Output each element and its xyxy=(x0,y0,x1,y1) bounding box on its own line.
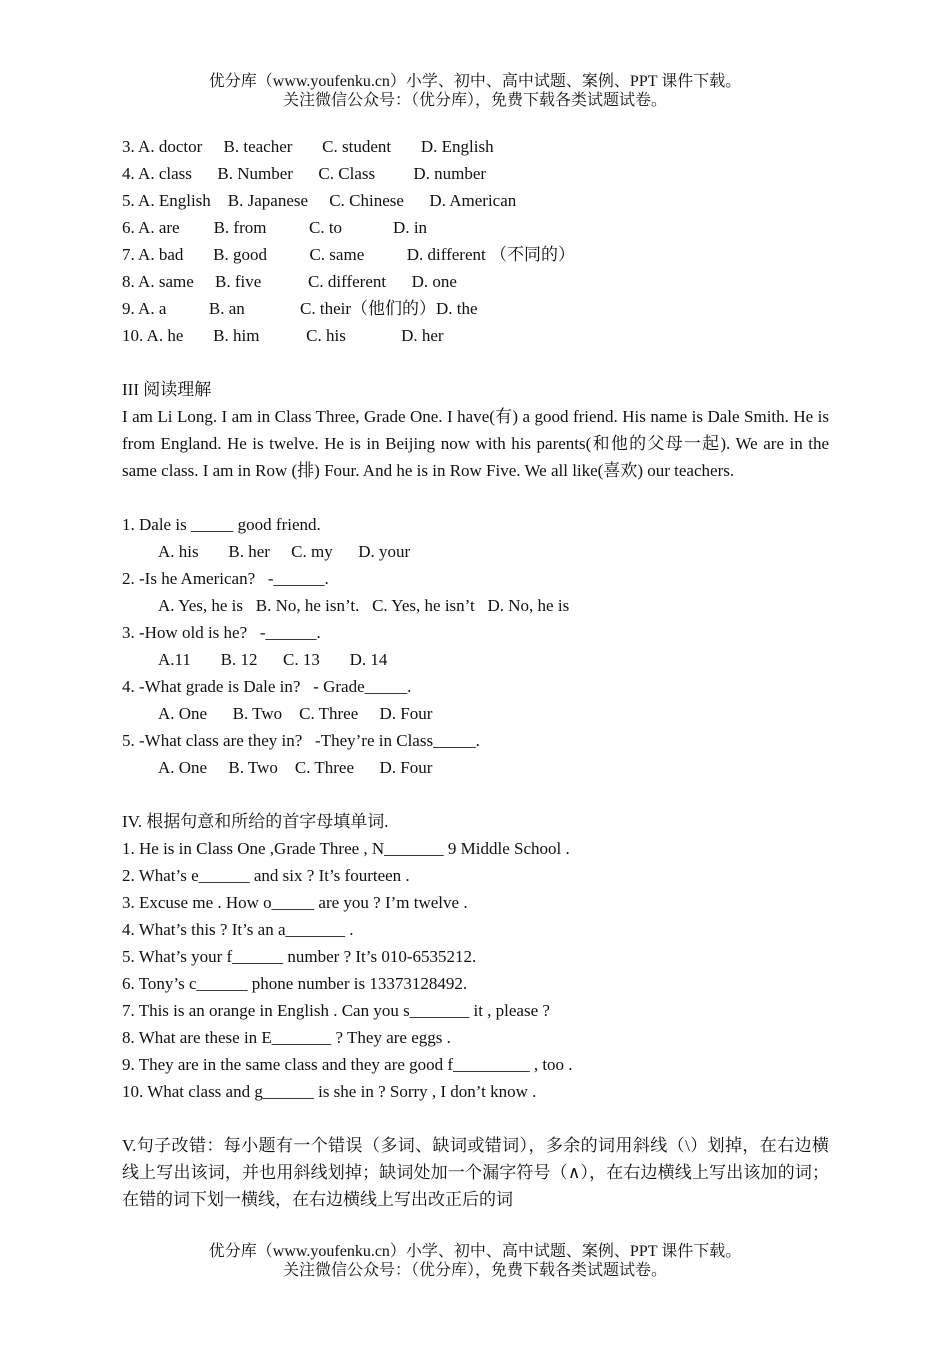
choice-section xyxy=(122,133,829,349)
fill-in-item: 8. What are these in E_______ ? They are eggs . xyxy=(122,1028,451,1047)
correction-instructions: V.句子改错：每小题有一个错误（多词、缺词或错词），多余的词用斜线（\）划掉，在右边横线上写出该词，并也用斜线划掉；缺词处加一个漏字符号（∧），在右边横线上写出该加的词；在错的词下划一横线，在右边横线上写出改正后的词 xyxy=(122,1136,829,1209)
fill-in-item: 6. Tony’s c______ phone number is 13373128492. xyxy=(122,974,468,993)
fill-in-item: 10. What class and g______ is she in ? Sorry , I don’t know . xyxy=(122,1082,537,1101)
reading-passage: I am Li Long. I am in Class Three, Grade One. I have(有) a good friend. His name is Dale Smith. He is from England. He is twelve. He is in Beijing now with his parents(和他的父母一起). We are in the same class. I am in Row (排) Four. And he is in Row Five. We all like(喜欢) our teachers. xyxy=(122,407,829,480)
choice-row: 3. A. doctor B. teacher C. student D. English xyxy=(122,137,494,156)
fill-in-item: 9. They are in the same class and they are good f_________ , too . xyxy=(122,1055,573,1074)
fill-in-item: 5. What’s your f______ number ? It’s 010-6535212. xyxy=(122,947,477,966)
page-header xyxy=(0,72,950,110)
reading-options: A. One B. Two C. Three D. Four xyxy=(158,758,433,777)
choice-row: 8. A. same B. five C. different D. one xyxy=(122,272,457,291)
reading-question: 5. -What class are they in? -They’re in Class_____. xyxy=(122,731,480,750)
reading-question: 3. -How old is he? -______. xyxy=(122,623,321,642)
reading-question: 2. -Is he American? -______. xyxy=(122,569,329,588)
reading-question: 1. Dale is _____ good friend. xyxy=(122,515,321,534)
document-body xyxy=(122,133,829,1213)
footer-line-1: 优分库（www.youfenku.cn）小学、初中、高中试题、案例、PPT 课件下载。 xyxy=(208,1243,742,1260)
choice-row: 5. A. English B. Japanese C. Chinese D. American xyxy=(122,191,517,210)
choice-row: 4. A. class B. Number C. Class D. number xyxy=(122,164,487,183)
choice-row: 9. A. a B. an C. their（他们的）D. the xyxy=(122,299,478,318)
choice-row: 6. A. are B. from C. to D. in xyxy=(122,218,428,237)
choice-row: 10. A. he B. him C. his D. her xyxy=(122,326,444,345)
footer-line-2: 关注微信公众号：（优分库），免费下载各类试题试卷。 xyxy=(282,1262,667,1279)
fill-in-item: 7. This is an orange in English . Can you s_______ it , please ? xyxy=(122,1001,550,1020)
reading-options: A. One B. Two C. Three D. Four xyxy=(158,704,433,723)
fill-in-title: IV. 根据句意和所给的首字母填单词. xyxy=(122,812,389,831)
reading-section xyxy=(122,376,829,781)
fill-in-item: 4. What’s this ? It’s an a_______ . xyxy=(122,920,354,939)
reading-title: III 阅读理解 xyxy=(122,380,212,399)
page-footer xyxy=(0,1242,950,1280)
reading-options: A. his B. her C. my D. your xyxy=(158,542,411,561)
choice-row: 7. A. bad B. good C. same D. different （不同的） xyxy=(122,245,575,264)
fill-in-section xyxy=(122,808,829,1105)
fill-in-item: 2. What’s e______ and six ? It’s fourteen . xyxy=(122,866,410,885)
fill-in-item: 1. He is in Class One ,Grade Three , N_______ 9 Middle School . xyxy=(122,839,570,858)
reading-question: 4. -What grade is Dale in? - Grade_____. xyxy=(122,677,412,696)
reading-options: A.11 B. 12 C. 13 D. 14 xyxy=(158,650,388,669)
fill-in-item: 3. Excuse me . How o_____ are you ? I’m twelve . xyxy=(122,893,468,912)
header-line-2: 关注微信公众号：（优分库），免费下载各类试题试卷。 xyxy=(282,92,667,109)
reading-options: A. Yes, he is B. No, he isn’t. C. Yes, he isn’t D. No, he is xyxy=(158,596,570,615)
header-line-1: 优分库（www.youfenku.cn）小学、初中、高中试题、案例、PPT 课件下载。 xyxy=(208,73,742,90)
